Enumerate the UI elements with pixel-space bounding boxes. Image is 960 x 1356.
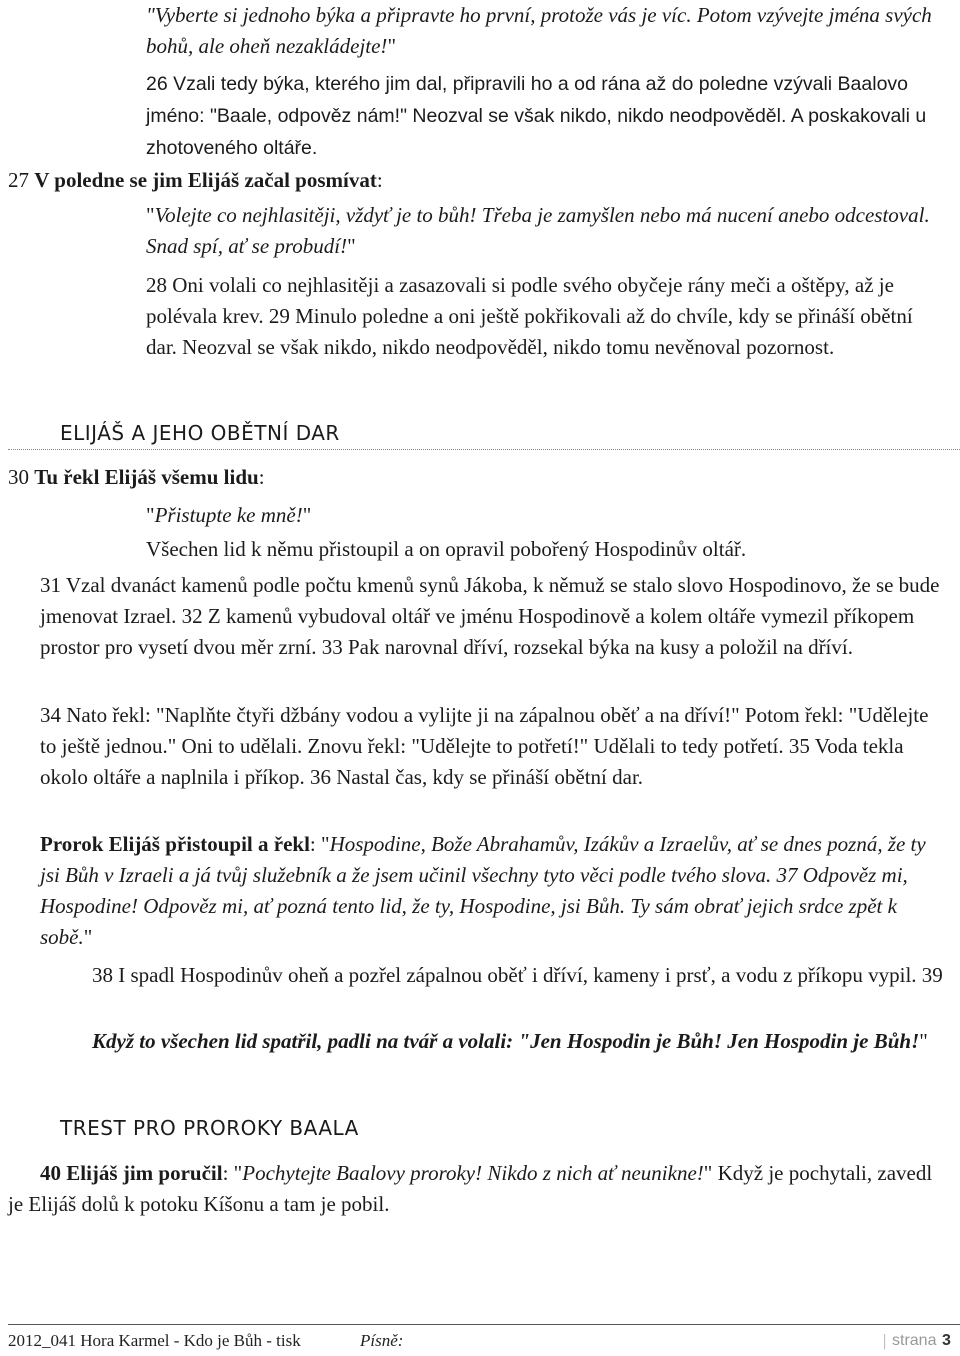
verse-30-bold: Tu řekl Elijáš všemu lidu bbox=[34, 465, 259, 489]
prayer-intro-bold: Prorok Elijáš přistoupil a řekl bbox=[40, 832, 310, 856]
verse-40-bold: 40 Elijáš jim poručil bbox=[40, 1161, 223, 1185]
footer-page-number: 3 bbox=[942, 1332, 951, 1349]
close-quote: " bbox=[83, 925, 93, 949]
verse-27-quote bbox=[146, 200, 946, 262]
colon-quote: : " bbox=[309, 832, 330, 856]
section-heading-elijah-sacrifice: ELIJÁŠ A JEHO OBĚTNÍ DAR bbox=[60, 421, 340, 445]
verse-34-36: 34 Nato řekl: "Naplňte čtyři džbány vodou a vylijte ji na zápalnou oběť a na dříví!" Potom řekl: "Udělejte to ještě jednou." Oni to udělali. Znovu řekl: "Udělejte to potřetí!" Udělali to tedy potřetí. 35 Voda tekla okolo oltáře a naplnila i příkop. 36 Nastal čas, kdy se přináší obětní dar. bbox=[40, 703, 929, 789]
section-heading-punishment: TREST PRO PROROKY BAALA bbox=[60, 1116, 359, 1140]
verse-number: 27 bbox=[8, 168, 35, 192]
verse-31-33: 31 Vzal dvanáct kamenů podle počtu kmenů synů Jákoba, k němuž se stalo slovo Hospodinovo, že se bude jmenovat Izrael. 32 Z kamenů vybudoval oltář ve jménu Hospodinově a kolem oltáře vymezil příkopem prostor pro vysetí dvou měr zrní. 33 Pak narovnal dříví, rozsekal býka na kusy a položil na dříví. bbox=[40, 573, 940, 659]
verse-27-bold: V poledne se jim Elijáš začal posmívat bbox=[34, 168, 377, 192]
verse-30-narration: Všechen lid k němu přistoupil a on opravil pobořený Hospodinův oltář. bbox=[146, 537, 747, 561]
verse-30-italic: Přistupte ke mně! bbox=[154, 503, 303, 527]
close-quote: " bbox=[919, 1029, 928, 1053]
verse-25-italic: "Vyberte si jednoho býka a připravte ho první, protože vás je víc. Potom vzývejte jména svých bohů, ale oheň nezakládejte! bbox=[146, 3, 932, 58]
colon: : bbox=[258, 465, 265, 489]
footer-doc-title: 2012_041 Hora Karmel - Kdo je Bůh - tisk bbox=[8, 1331, 301, 1350]
verse-38-39: 38 I spadl Hospodinův oheň a pozřel zápalnou oběť i dříví, kameny i prsť, a vodu z příkopu vypil. 39 bbox=[92, 963, 943, 987]
verse-36-37-prayer bbox=[40, 829, 950, 953]
verse-number: 30 bbox=[8, 465, 35, 489]
close-quote: " bbox=[302, 503, 312, 527]
verse-27-intro bbox=[8, 165, 948, 196]
footer-page-label: strana bbox=[892, 1332, 937, 1349]
verse-30-quote bbox=[146, 500, 946, 531]
footer-rule bbox=[8, 1324, 960, 1325]
verse-39-exclamation bbox=[40, 1026, 950, 1057]
exclamation-bold-italic: Když to všechen lid spatřil, padli na tvář a volali: "Jen Hospodin je Bůh! Jen Hospodin je Bůh! bbox=[92, 1029, 920, 1053]
open-quote: " bbox=[146, 503, 155, 527]
footer-songs: Písně: bbox=[360, 1331, 404, 1350]
close-quote: " bbox=[347, 234, 356, 258]
verse-27-italic: Volejte co nejhlasitěji, vždyť je to bůh! Třeba je zamyšlen nebo má nucení anebo odcestoval. Snad spí, ať se probudí! bbox=[146, 203, 930, 258]
prayer-italic: Hospodine, Bože Abrahamův, Izákův a Izraelův, ať se dnes pozná, že ty jsi Bůh v Izraeli a já tvůj služebník a že jsem učinil všechny tyto věci podle tvého slova. 37 Odpověz mi, Hospodine! Odpověz mi, ať pozná tento lid, že ty, Hospodine, jsi Bůh. Ty sám obrať jejich srdce zpět k sobě. bbox=[40, 832, 926, 949]
colon-quote: : " bbox=[222, 1161, 243, 1185]
verse-25-close-quote: " bbox=[387, 34, 397, 58]
heading-divider bbox=[8, 449, 960, 450]
footer-separator: | bbox=[883, 1331, 887, 1350]
verse-25-quote bbox=[146, 0, 946, 62]
open-quote: " bbox=[146, 203, 155, 227]
verse-30-intro bbox=[8, 462, 948, 493]
verse-26: 26 Vzali tedy býka, kterého jim dal, připravili ho a od rána až do poledne vzývali Baalovo jméno: "Baale, odpověz nám!" Neozval se však nikdo, nikdo neodpověděl. A poskakovali u zhotoveného oltáře. bbox=[146, 73, 927, 159]
verse-28-29: 28 Oni volali co nejhlasitěji a zasazovali si podle svého obyčeje rány meči a oštěpy, až je polévala krev. 29 Minulo poledne a oni ještě pokřikovali až do chvíle, kdy se přináší obětní dar. Neozval se však nikdo, nikdo neodpověděl, nikdo tomu nevěnoval pozornost. bbox=[146, 273, 913, 359]
verse-40-italic: Pochytejte Baalovy proroky! Nikdo z nich ať neunikne! bbox=[242, 1161, 704, 1185]
verse-40-rest: " Když je pochytali, zavedl je Elijáš dolů k potoku Kíšonu a tam je pobil. bbox=[8, 1161, 933, 1216]
verse-40 bbox=[8, 1158, 948, 1220]
colon: : bbox=[376, 168, 383, 192]
